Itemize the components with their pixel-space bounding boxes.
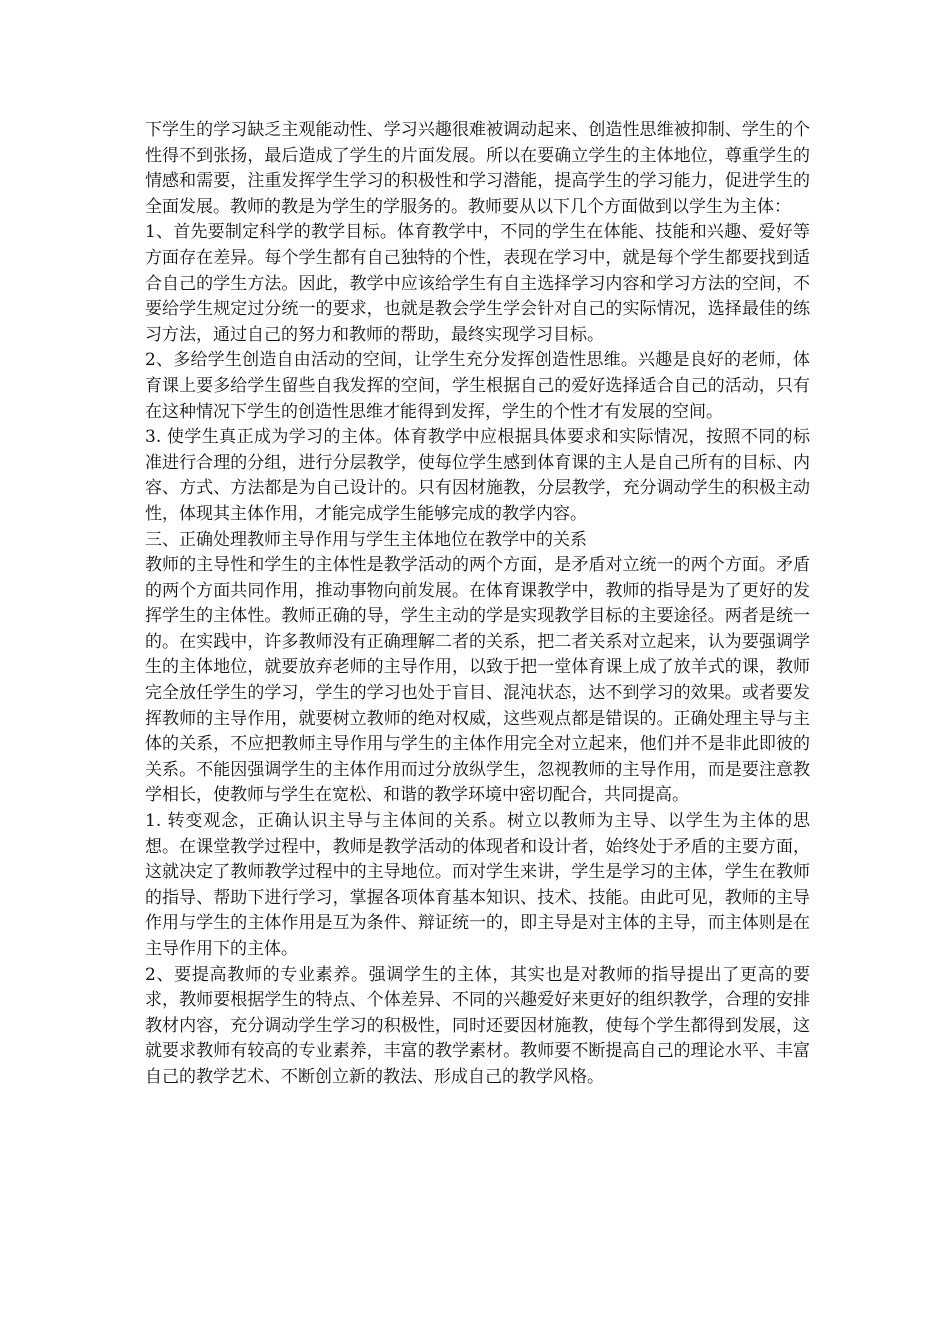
paragraph-section-3-body: 教师的主导性和学生的主体性是教学活动的两个方面，是矛盾对立统一的两个方面。矛盾的两个方面共同作用，推动事物向前发展。在体育课教学中，教师的指导是为了更好的发挥学生的主体性。教师正确的导，学生主动的学是实现教学目标的主要途径。两者是统一的。在实践中，许多教师没有正确理解二者的关系，把二者关系对立起来，认为要强调学生的主体地位，就要放弃老师的主导作用，以致于把一堂体育课上成了放羊式的课，教师完全放任学生的学习，学生的学习也处于盲目、混沌状态，达不到学习的效果。或者要发挥教师的主导作用，就要树立教师的绝对权威，这些观点都是错误的。正确处理主导与主体的关系，不应把教师主导作用与学生的主体作用完全对立起来，他们并不是非此即彼的关系。不能因强调学生的主体作用而过分放纵学生，忽视教师的主导作用，而是要注意教学相长，使教师与学生在宽松、和谐的教学环境中密切配合，共同提高。: [145, 555, 810, 806]
paragraph-intro: 下学生的学习缺乏主观能动性、学习兴趣很难被调动起来、创造性思维被抑制、学生的个性得不到张扬，最后造成了学生的片面发展。所以在要确立学生的主体地位，尊重学生的情感和需要，注重发挥学生学习的积极性和学习潜能，提高学生的学习能力，促进学生的全面发展。教师的教是为学生的学服务的。教师要从以下几个方面做到以学生为主体：: [145, 120, 810, 217]
paragraph-point-1: 1、首先要制定科学的教学目标。体育教学中，不同的学生在体能、技能和兴趣、爱好等方面存在差异。每个学生都有自己独特的个性，表现在学习中，就是每个学生都要找到适合自己的学生方法。因此，教学中应该给学生有自主选择学习内容和学习方法的空间，不要给学生规定过分统一的要求，也就是教会学生学会针对自己的实际情况，选择最佳的练习方法，通过自己的努力和教师的帮助，最终实现学习目标。: [145, 222, 810, 345]
paragraph-point-2: 2、多给学生创造自由活动的空间，让学生充分发挥创造性思维。兴趣是良好的老师，体育课上要多给学生留些自我发挥的空间，学生根据自己的爱好选择适合自己的活动，只有在这种情况下学生的创造性思维才能得到发挥，学生的个性才有发展的空间。: [145, 350, 810, 422]
paragraph-point-3: 3. 使学生真正成为学习的主体。体育教学中应根据具体要求和实际情况，按照不同的标准进行合理的分组，进行分层教学，使每位学生感到体育课的主人是自己所有的目标、内容、方式、方法都是为自己设计的。只有因材施教，分层教学，充分调动学生的积极主动性，体现其主体作用，才能完成学生能够完成的教学内容。: [145, 427, 810, 524]
document-body: [145, 118, 810, 1091]
paragraph-section-3-point-2: 2、要提高教师的专业素养。强调学生的主体，其实也是对教师的指导提出了更高的要求，教师要根据学生的特点、个体差异、不同的兴趣爱好来更好的组织教学，合理的安排教材内容，充分调动学生学习的积极性，同时还要因材施教，使每个学生都得到发展，这就要求教师有较高的专业素养，丰富的教学素材。教师要不断提高自己的理论水平、丰富自己的教学艺术、不断创立新的教法、形成自己的教学风格。: [145, 964, 810, 1087]
paragraph-section-3-point-1: 1. 转变观念，正确认识主导与主体间的关系。树立以教师为主导、以学生为主体的思想。在课堂教学过程中，教师是教学活动的体现者和设计者，始终处于矛盾的主要方面，这就决定了教师教学过程中的主导地位。而对学生来讲，学生是学习的主体，学生在教师的指导、帮助下进行学习，掌握各项体育基本知识、技术、技能。由此可见，教师的主导作用与学生的主体作用是互为条件、辩证统一的，即主导是对主体的主导，而主体则是在主导作用下的主体。: [145, 811, 810, 959]
section-heading-3: 三、正确处理教师主导作用与学生主体地位在教学中的关系: [145, 529, 587, 550]
